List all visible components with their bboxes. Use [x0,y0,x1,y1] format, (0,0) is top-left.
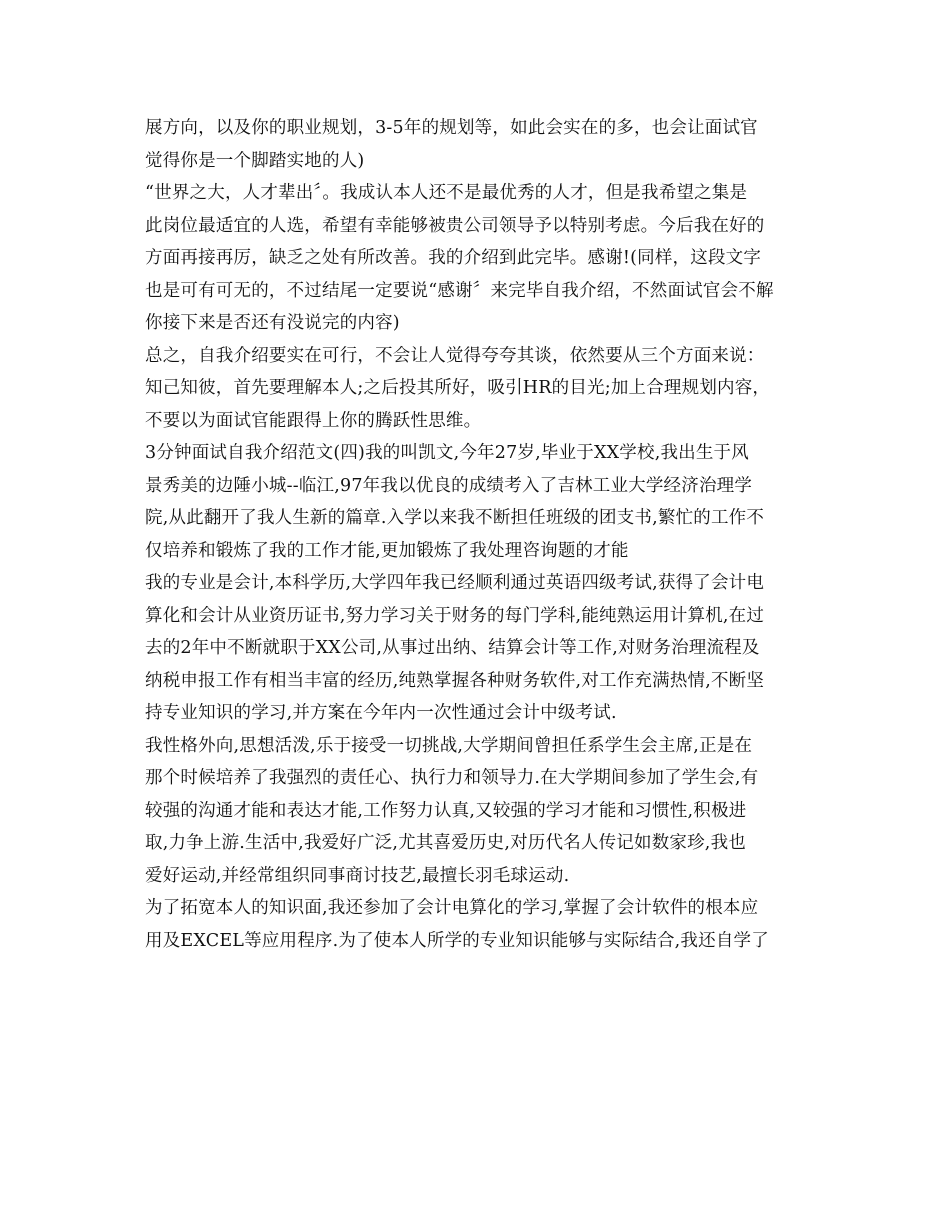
text-line: 我性格外向,思想活泼,乐于接受一切挑战,大学期间曾担任系学生会主席,正是在 [145,735,753,756]
text-line: 较强的沟通才能和表达才能,工作努力认真,又较强的学习才能和习惯性,积极进 [145,800,747,821]
text-line: 纳税申报工作有相当丰富的经历,纯熟掌握各种财务软件,对工作充满热情,不断坚 [145,670,765,691]
text-line: 去的2年中不断就职于XX公司,从事过出纳、结算会计等工作,对财务治理流程及 [145,638,760,658]
text-line: 方面再接再厉，缺乏之处有所改善。我的介绍到此完毕。感谢!(同样，这段文字 [145,248,762,268]
text-line: 仅培养和锻炼了我的工作才能,更加锻炼了我处理咨询题的才能 [145,540,629,561]
document-body [145,112,810,957]
text-line: 你接下来是否还有没说完的内容) [145,313,400,333]
text-line: 知己知彼，首先要理解本人;之后投其所好，吸引HR的目光;加上合理规划内容， [145,378,771,398]
text-line: 觉得你是一个脚踏实地的人) [145,150,365,171]
text-line: 为了拓宽本人的知识面,我还参加了会计电算化的学习,掌握了会计软件的根本应 [145,898,759,918]
text-line: 也是可有可无的，不过结尾一定要说“感谢〞来完毕自我介绍，不然面试官会不解 [145,280,774,301]
text-line: 用及EXCEL等应用程序.为了使本人所学的专业知识能够与实际结合,我还自学了 [145,930,769,951]
text-line: “世界之大，人才辈出〞。我成认本人还不是最优秀的人才，但是我希望之集是 [145,183,748,203]
text-line: 我的专业是会计,本科学历,大学四年我已经顺利通过英语四级考试,获得了会计电 [145,573,765,593]
text-line: 不要以为面试官能跟得上你的腾跃性思维。 [145,410,482,431]
text-line: 算化和会计从业资历证书,努力学习关于财务的每门学科,能纯熟运用计算机,在过 [145,605,765,626]
text-line: 景秀美的边陲小城--临江,97年我以优良的成绩考入了吉林工业大学经济治理学 [145,475,753,496]
text-line: 取,力争上游.生活中,我爱好广泛,尤其喜爱历史,对历代名人传记如数家珍,我也 [145,833,746,853]
text-line: 总之，自我介绍要实在可行，不会让人觉得夸夸其谈，依然要从三个方面来说： [145,345,765,366]
text-line: 此岗位最适宜的人选，希望有幸能够被贵公司领导予以特别考虑。今后我在好的 [145,215,765,236]
text-line: 那个时候培养了我强烈的责任心、执行力和领导力.在大学期间参加了学生会,有 [145,768,759,788]
text-line: 持专业知识的学习,并方案在今年内一次性通过会计中级考试. [145,703,617,723]
text-line: 院,从此翻开了我人生新的篇章.入学以来我不断担任班级的团支书,繁忙的工作不 [145,508,765,528]
text-line: 展方向，以及你的职业规划，3-5年的规划等，如此会实在的多，也会让面试官 [145,118,758,138]
text-line: 爱好运动,并经常组织同事商讨技艺,最擅长羽毛球运动. [145,865,570,886]
text-line: 3分钟面试自我介绍范文(四)我的叫凯文,今年27岁,毕业于XX学校,我出生于风 [145,443,749,463]
